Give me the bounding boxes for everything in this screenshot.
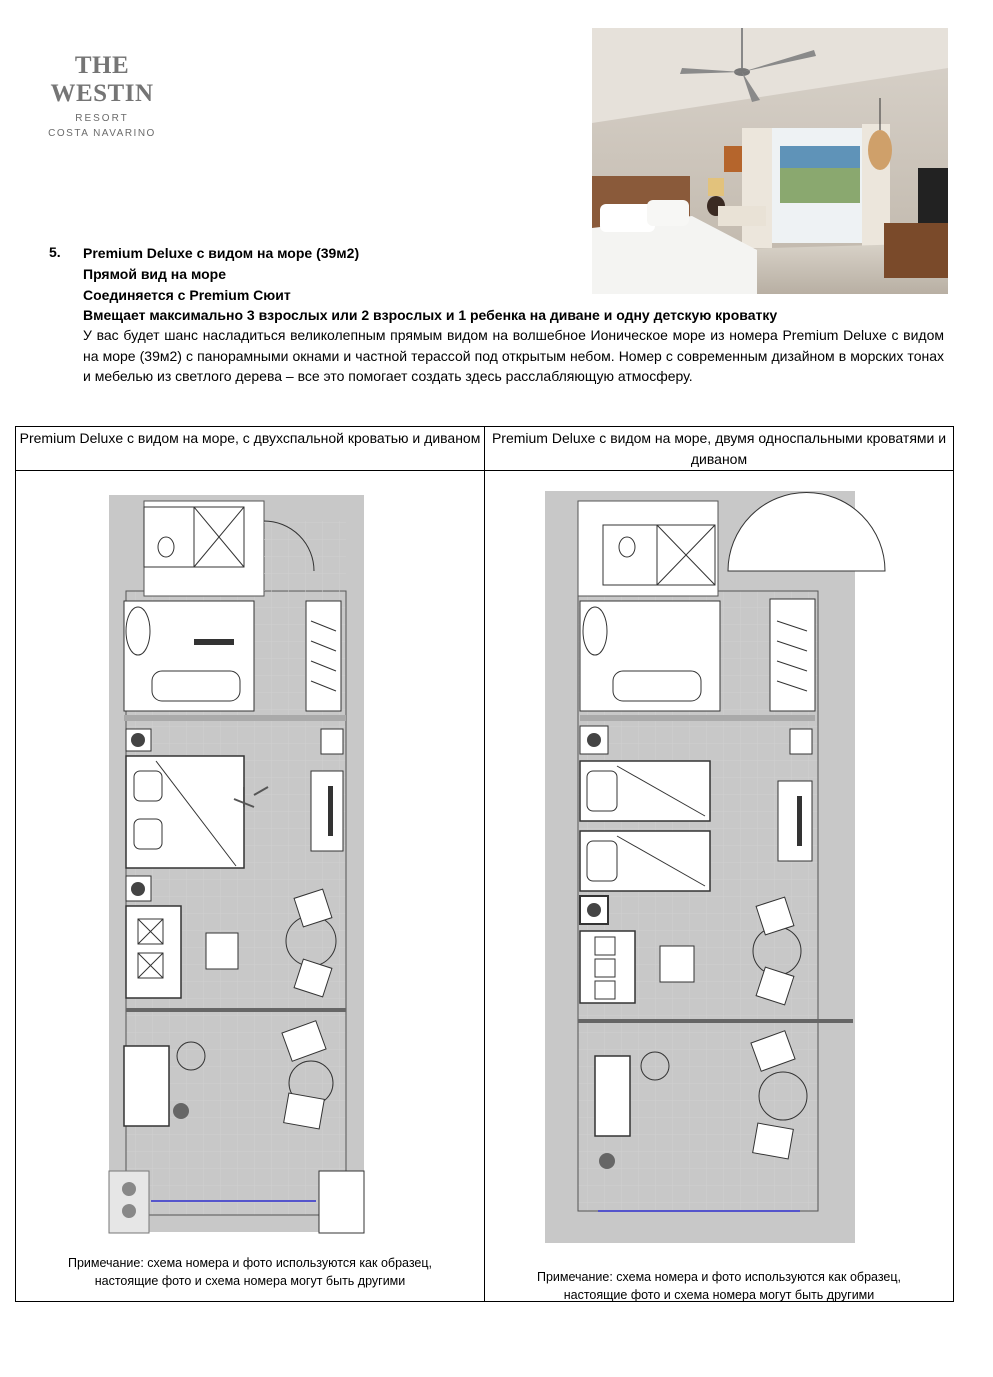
plan-note-line1: Примечание: схема номера и фото используются как образец, (536, 1270, 902, 1284)
logo-brand: THE WESTIN (50, 52, 154, 107)
room-description: У вас будет шанс насладиться великолепным прямым видом на волшебное Ионическое море из номера Premium Deluxe с видом на море (39м2) с панорамными окнами и частной терассой под открытым небом. Номер с современным дизайном в морских тонах и мебелью из светлого дерева – все это помогает создать здесь расслабляющую атмосферу. (83, 327, 944, 384)
floor-plan-twin-icon (485, 471, 954, 1301)
floor-plan-double-icon (16, 471, 485, 1301)
plan-note-double (16, 1254, 484, 1290)
plan-title-twin: Premium Deluxe с видом на море, двумя односпальными кроватями и диваном (485, 427, 954, 471)
room-view: Прямой вид на море (83, 266, 227, 282)
plan-note-twin (485, 1268, 953, 1304)
logo-location: COSTA NAVARINO (48, 128, 156, 139)
plan-note-line1: Примечание: схема номера и фото используются как образец, (67, 1256, 433, 1270)
hotel-logo (22, 52, 182, 139)
room-connects: Соединяется с Premium Сюит (83, 287, 291, 303)
room-number: 5. (49, 244, 61, 260)
plan-title-double: Premium Deluxe с видом на море, с двухспальной кроватью и диваном (16, 427, 485, 471)
logo-resort: RESORT (75, 113, 129, 124)
plan-cell-twin (485, 471, 954, 1302)
plan-note-line2: настоящие фото и схема номера могут быть другими (94, 1274, 406, 1288)
plan-cell-double (16, 471, 485, 1302)
room-title: Premium Deluxe с видом на море (39м2) (83, 245, 360, 261)
plan-note-line2: настоящие фото и схема номера могут быть другими (563, 1288, 875, 1302)
floor-plans-table (15, 426, 954, 1302)
room-photo (592, 28, 948, 294)
room-capacity: Вмещает максимально 3 взрослых или 2 взрослых и 1 ребенка на диване и одну детскую кроватку (83, 307, 778, 323)
